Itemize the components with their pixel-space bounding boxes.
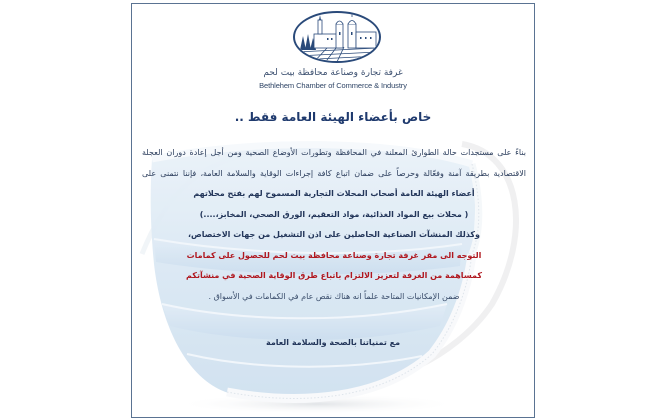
notice-line-highlight: التوجه الى مقر غرفة تجارة وصناعة محافظة بيت لحم للحصول على كمامات	[186, 250, 482, 260]
notice-line: أعضاء الهيئة العامة أصحاب المحلات التجارية المسموح لهم بفتح محلاتهم	[193, 189, 475, 198]
notice-line: الاقتصادية بطريقة آمنة وفعّالة وحرصاً على ضمان اتباع كافة إجراءات الوقاية والسلامة العامة، فإننا نتمنى على	[142, 168, 526, 178]
organization-name-english: Bethlehem Chamber of Commerce & Industry	[259, 81, 407, 90]
notice-title: خاص بأعضاء الهيئة العامة فقط ..	[234, 110, 432, 124]
notice-line: ( محلات بيع المواد الغذائية، مواد التعقيم، الورق الصحي، المخابز،....)	[199, 209, 469, 219]
notice-closing: مع تمنياتنا بالصحة والسلامة العامة	[265, 338, 401, 347]
notice-line: وكذلك المنشآت الصناعية الحاصلين على اذن التشغيل من جهات الاختصاص،	[187, 230, 480, 239]
notice-line-highlight: كمساهمة من الغرفة لتعزيز الالتزام باتباع طرق الوقاية الصحية في منشآتكم	[186, 271, 482, 280]
notice-card	[131, 3, 535, 418]
chamber-logo-icon	[292, 10, 382, 64]
organization-name-arabic: غرفة تجارة وصناعة محافظة بيت لحم	[263, 68, 403, 78]
notice-line: بناءً على مستجدات حالة الطوارئ المعلنة في المحافظة وتطورات الأوضاع الصحية ومن أجل إعادة دوران العجلة	[142, 148, 526, 157]
notice-body	[142, 143, 526, 307]
notice-line: ضمن الإمكانيات المتاحة علماً انه هناك نقص عام في الكمامات في الأسواق .	[208, 291, 460, 301]
